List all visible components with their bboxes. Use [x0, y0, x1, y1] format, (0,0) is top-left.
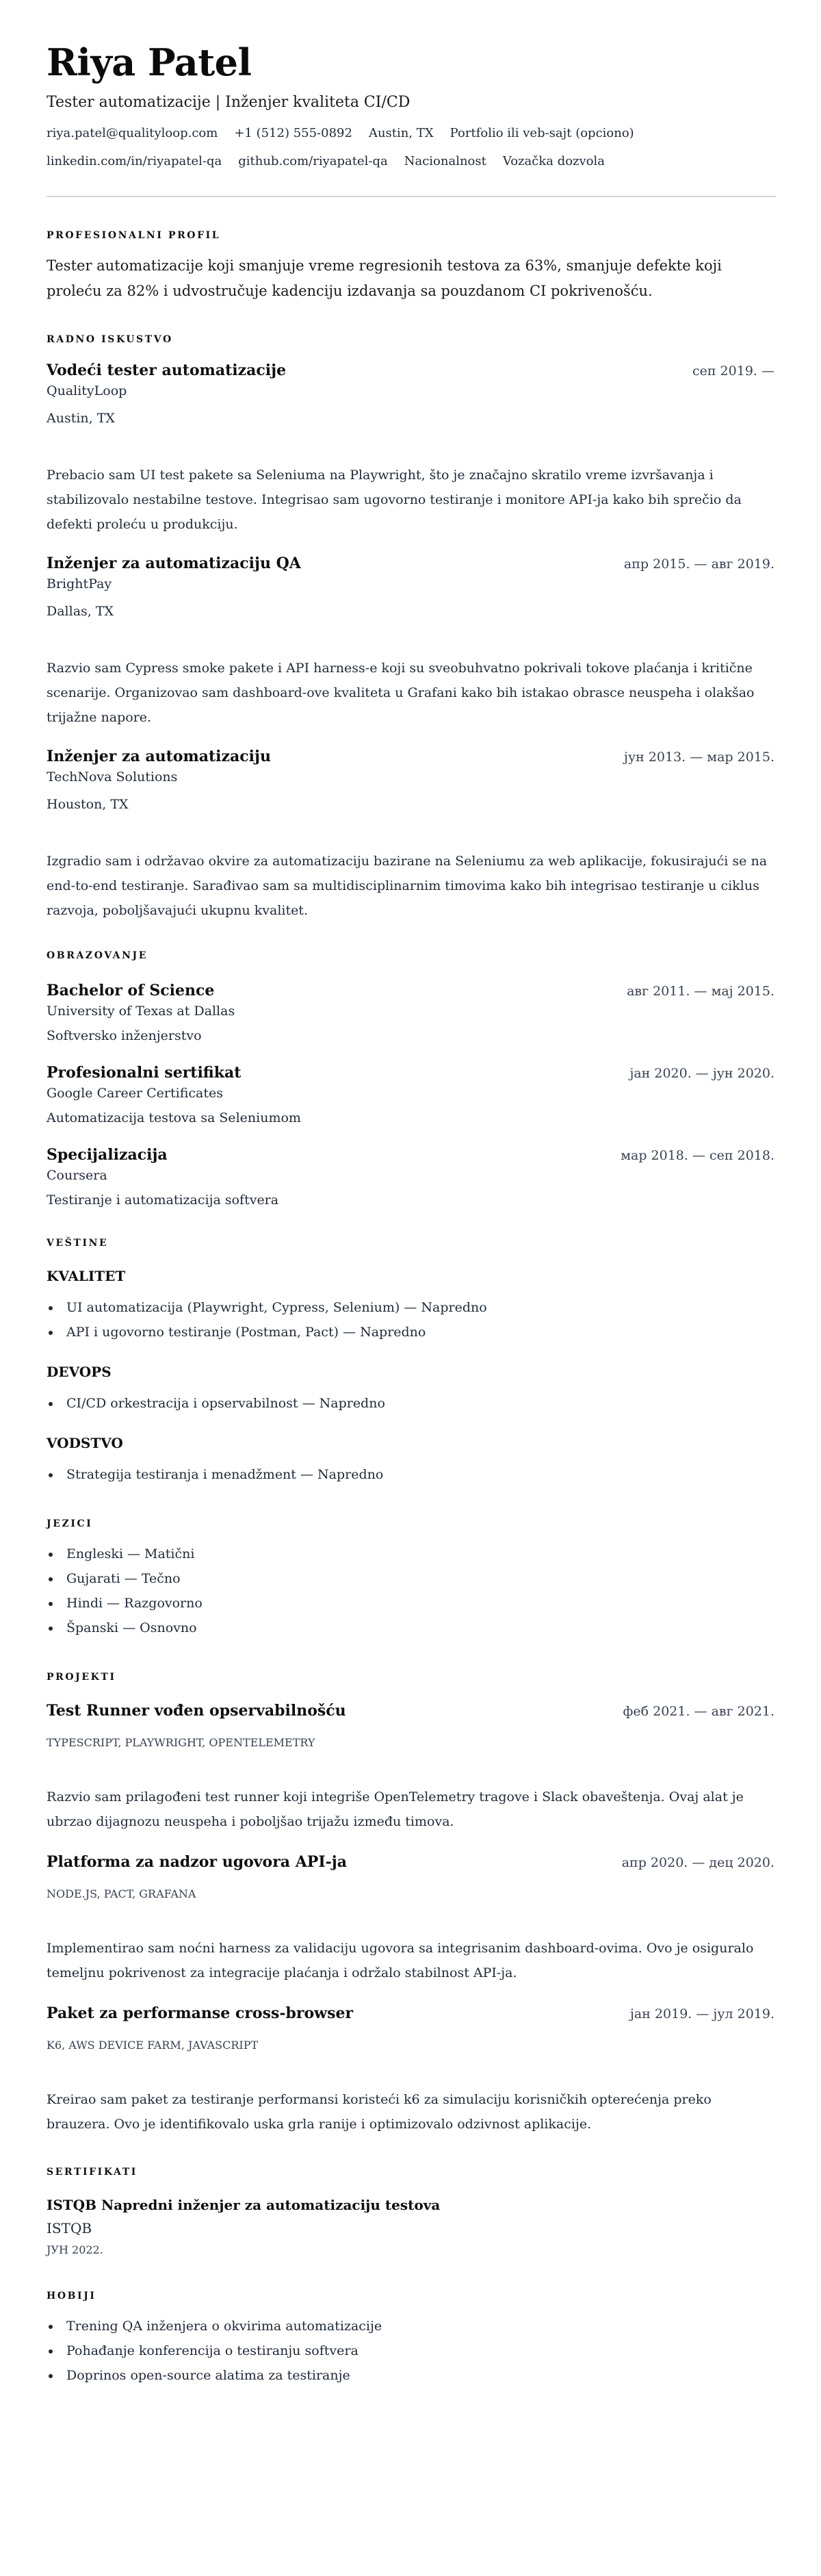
education-institution: University of Texas at Dallas — [47, 1004, 235, 1019]
job-title: Inženjer za automatizaciju — [47, 748, 271, 766]
project-name: Platforma za nadzor ugovora API-ja — [47, 1853, 347, 1872]
degree-title: Specijalizacija — [47, 1146, 168, 1164]
language-list — [47, 1542, 774, 1640]
hobby-item: Trening QA inženjera o okvirima automatizacije — [47, 2314, 774, 2338]
contact-nationality: Nacionalnost — [404, 154, 486, 169]
section-title-languages: JEZICI — [47, 1518, 93, 1530]
candidate-headline: Tester automatizacije | Inženjer kvaliteta CI/CD — [47, 94, 410, 112]
section-profile — [47, 230, 774, 304]
section-certificates — [47, 2167, 774, 2256]
section-education — [47, 950, 774, 1208]
job-location: Houston, TX — [47, 797, 129, 813]
certificate-name: ISTQB Napredni inženjer za automatizaciju testova — [47, 2197, 441, 2214]
language-item: Hindi — Razgovorno — [47, 1591, 774, 1616]
contact-row-secondary — [47, 154, 774, 168]
education-institution: Coursera — [47, 1168, 107, 1184]
skill-item: API i ugovorno testiranje (Postman, Pact) — Napredno — [47, 1320, 774, 1344]
profile-summary: Tester automatizacije koji smanjuje vreme regresionih testova za 63%, smanjuje defekte koji proleću za 82% i udvostručuje kadenciju izdavanja sa pouzdanom CI pokrivenošću. — [47, 257, 722, 300]
language-item: Gujarati — Tečno — [47, 1566, 774, 1591]
contact-email[interactable]: riya.patel@qualityloop.com — [47, 126, 218, 141]
certificate-issuer: ISTQB — [47, 2220, 92, 2237]
skill-group-title: DEVOPS — [47, 1364, 112, 1381]
section-title-projects: PROJEKTI — [47, 1672, 116, 1683]
skill-list — [47, 1391, 774, 1416]
job-description: Izgradio sam i održavao okvire za automatizaciju bazirane na Seleniumu za web aplikacije, fokusirajući se na end-to-end testiranje. Sarađivao sam sa multidisciplinarnim timovima kako bih integrisao testiranje u ciklus razvoja, poboljšavajući ukupnu kvalitet. — [47, 854, 768, 919]
job-description: Prebacio sam UI test pakete sa Seleniuma na Playwright, što je značajno skratilo vreme izvršavanja i stabilizovalo nestabilne testove. Integrisao sam ugovorno testiranje i monitore API-ja kako bih sprečio da defekti proleću u produkciju. — [47, 468, 742, 533]
section-title-skills: VEŠTINE — [47, 1238, 109, 1249]
skill-item: CI/CD orkestracija i opservabilnost — Napredno — [47, 1391, 774, 1416]
education-field: Softversko inženjerstvo — [47, 1028, 202, 1044]
job-dates: јун 2013. — мар 2015. — [624, 750, 774, 765]
experience-entry — [47, 748, 774, 923]
education-field: Testiranje i automatizacija softvera — [47, 1193, 279, 1208]
section-title-profile: PROFESIONALNI PROFIL — [47, 230, 221, 242]
skill-list — [47, 1295, 774, 1344]
skill-list — [47, 1462, 774, 1487]
project-entry — [47, 1853, 774, 1985]
project-tech: TYPESCRIPT, PLAYWRIGHT, OPENTELEMETRY — [47, 1736, 315, 1750]
experience-entry — [47, 554, 774, 730]
resume-header — [47, 42, 774, 197]
hobby-item: Pohađanje konferencija o testiranju softvera — [47, 2338, 774, 2363]
job-dates: сеп 2019. — — [692, 364, 774, 379]
project-name: Test Runner vođen opservabilnošću — [47, 1702, 346, 1720]
language-item: Engleski — Matični — [47, 1542, 774, 1566]
job-description: Razvio sam Cypress smoke pakete i API harness-e koji su sveobuhvatno pokrivali tokove plaćanja i kritične scenarije. Organizovao sam dashboard-ove kvaliteta u Grafani kako bih istakao obrasce neuspeha i olakšao trijažne napore. — [47, 661, 755, 726]
hobby-list — [47, 2314, 774, 2388]
contact-linkedin[interactable]: linkedin.com/in/riyapatel-qa — [47, 154, 222, 169]
project-entry — [47, 2004, 774, 2137]
header-divider — [47, 196, 776, 197]
project-tech: K6, AWS DEVICE FARM, JAVASCRIPT — [47, 2039, 259, 2052]
project-description: Implementirao sam noćni harness za validaciju ugovora sa integrisanim dashboard-ovima. Ovo je osiguralo temeljnu pokrivenost za integracije plaćanja i održalo stabilnost API-ja. — [47, 1941, 754, 1981]
project-dates: апр 2020. — дец 2020. — [621, 1855, 774, 1871]
project-tech: NODE.JS, PACT, GRAFANA — [47, 1887, 196, 1901]
job-company: TechNova Solutions — [47, 769, 178, 785]
job-company: QualityLoop — [47, 383, 127, 399]
project-dates: јан 2019. — јул 2019. — [630, 2006, 774, 2022]
section-title-education: OBRAZOVANJE — [47, 950, 148, 962]
job-dates: апр 2015. — авг 2019. — [623, 557, 774, 572]
education-field: Automatizacija testova sa Seleniumom — [47, 1110, 301, 1126]
experience-entry — [47, 361, 774, 537]
section-experience — [47, 334, 774, 923]
job-location: Dallas, TX — [47, 604, 114, 620]
candidate-name: Riya Patel — [47, 40, 252, 84]
contact-location: Austin, TX — [368, 126, 434, 141]
education-institution: Google Career Certificates — [47, 1086, 223, 1101]
education-dates: мар 2018. — сеп 2018. — [621, 1148, 774, 1164]
contact-drivers-license: Vozačka dozvola — [502, 154, 605, 169]
hobby-item: Doprinos open-source alatima za testiranje — [47, 2363, 774, 2388]
education-dates: јан 2020. — јун 2020. — [629, 1066, 774, 1082]
project-dates: феб 2021. — авг 2021. — [623, 1704, 774, 1720]
project-description: Kreirao sam paket za testiranje performansi koristeći k6 za simulaciju korisničkih opterećenja preko brauzera. Ovo je identifikovalo uska grla ranije i optimizovalo odzivnost aplikacije. — [47, 2092, 712, 2132]
contact-row-primary — [47, 126, 774, 140]
education-dates: авг 2011. — мај 2015. — [627, 984, 774, 999]
section-languages — [47, 1518, 774, 1640]
section-title-experience: RADNO ISKUSTVO — [47, 334, 173, 346]
contact-github[interactable]: github.com/riyapatel-qa — [238, 154, 388, 169]
degree-title: Bachelor of Science — [47, 982, 215, 1000]
job-company: BrightPay — [47, 576, 112, 592]
education-entry — [47, 982, 774, 1043]
education-entry — [47, 1146, 774, 1208]
contact-portfolio[interactable]: Portfolio ili veb-sajt (opciono) — [449, 126, 634, 141]
job-title: Inženjer za automatizaciju QA — [47, 554, 301, 573]
skill-group-title: KVALITET — [47, 1268, 126, 1285]
skill-group-title: VODSTVO — [47, 1435, 123, 1452]
job-title: Vodeći tester automatizacije — [47, 361, 287, 380]
contact-phone[interactable]: +1 (512) 555-0892 — [234, 126, 352, 141]
skill-item: Strategija testiranja i menadžment — Napredno — [47, 1462, 774, 1487]
section-title-certificates: SERTIFIKATI — [47, 2167, 138, 2178]
section-skills — [47, 1238, 774, 1487]
project-name: Paket za performanse cross-browser — [47, 2004, 354, 2023]
section-projects — [47, 1672, 774, 2137]
skill-item: UI automatizacija (Playwright, Cypress, Selenium) — Napredno — [47, 1295, 774, 1320]
language-item: Španski — Osnovno — [47, 1616, 774, 1640]
section-hobbies — [47, 2291, 774, 2388]
job-location: Austin, TX — [47, 411, 115, 426]
project-entry — [47, 1702, 774, 1834]
education-entry — [47, 1064, 774, 1125]
degree-title: Profesionalni sertifikat — [47, 1064, 242, 1082]
project-description: Razvio sam prilagođeni test runner koji integriše OpenTelemetry tragove i Slack obaveštenja. Ovaj alat je ubrzao dijagnozu neuspeha i poboljšao trijažu između timova. — [47, 1789, 744, 1830]
section-title-hobbies: HOBIJI — [47, 2291, 96, 2302]
certificate-date: ЈУН 2022. — [47, 2243, 103, 2257]
